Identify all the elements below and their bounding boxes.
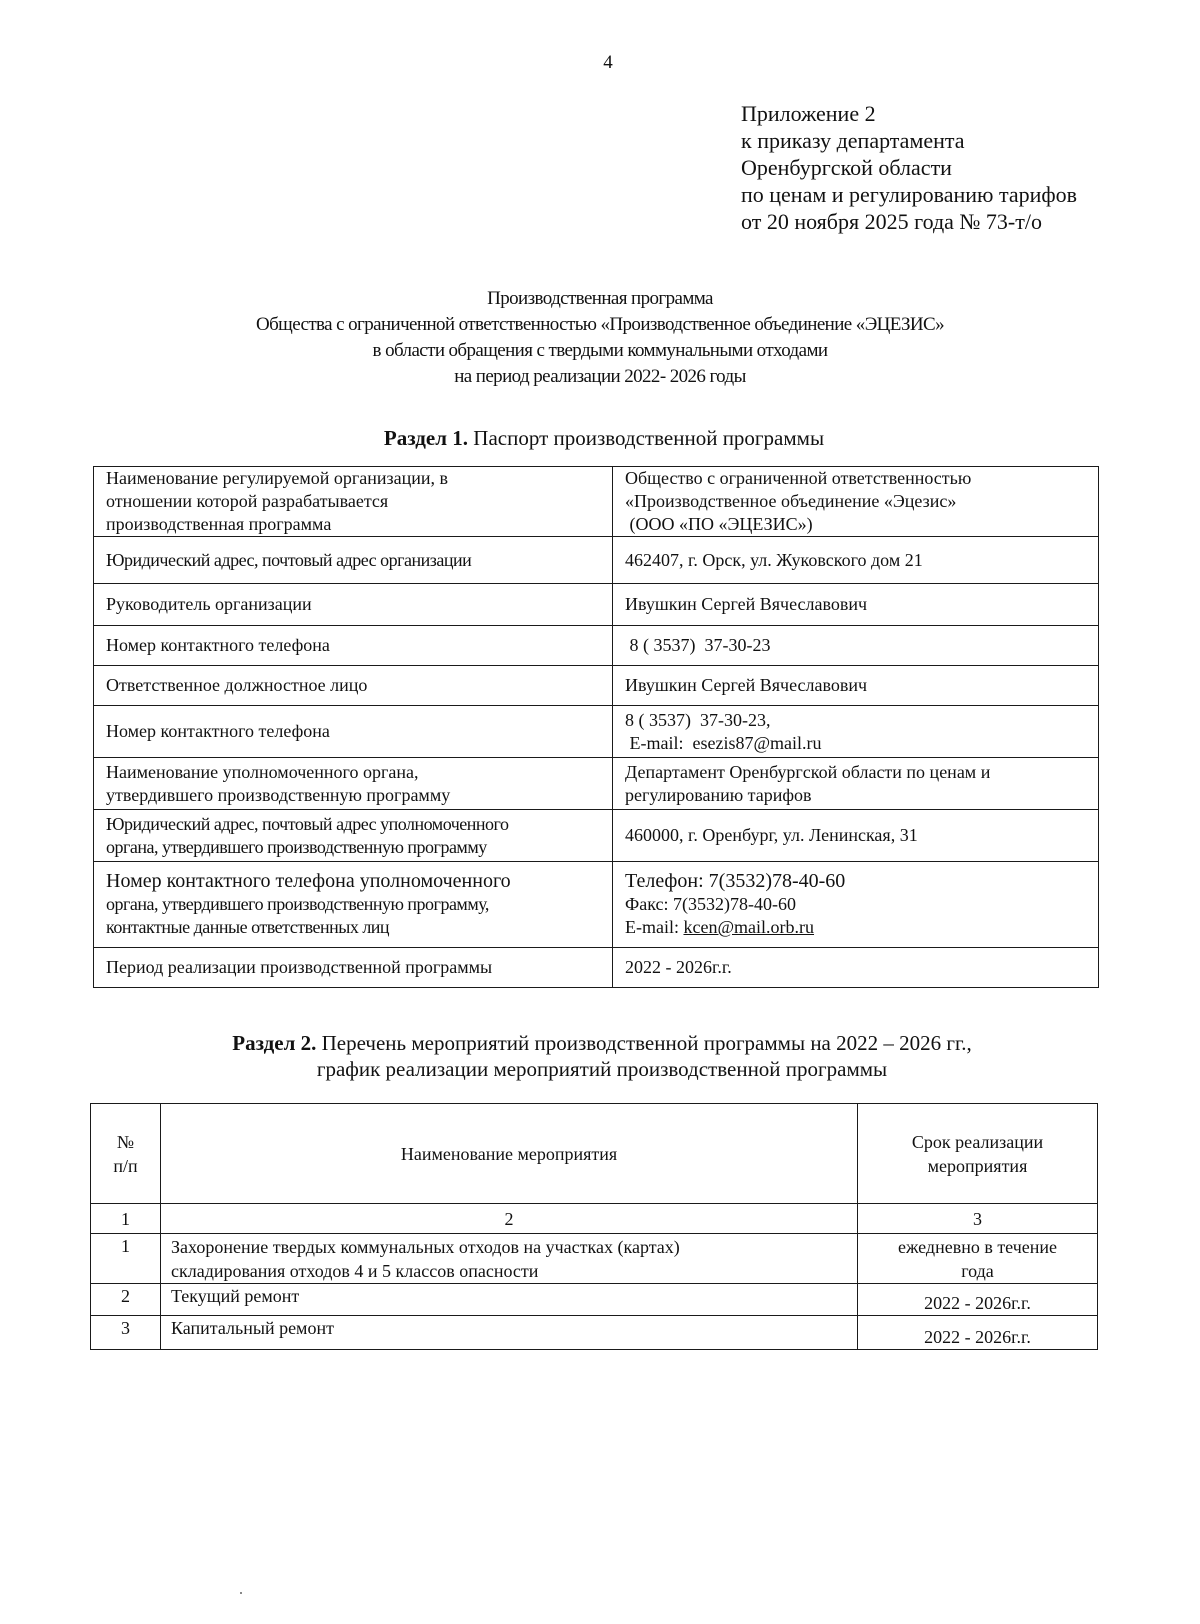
section2-label: Раздел 2.	[232, 1031, 317, 1055]
passport-label	[94, 758, 613, 810]
passport-value	[613, 862, 1099, 948]
appendix-line: к приказу департамента	[741, 128, 965, 153]
header-name	[161, 1104, 858, 1204]
cell-line: производственная программа	[106, 514, 332, 534]
row-num: 2	[91, 1284, 161, 1316]
cell-line: Юридический адрес, почтовый адрес уполномоченного	[106, 813, 509, 834]
cell-line: контактные данные ответственных лиц	[106, 917, 390, 937]
passport-value	[613, 810, 1099, 862]
email-prefix: E-mail:	[625, 917, 684, 937]
passport-label	[94, 626, 613, 666]
cell-line: «Производственное объединение «Эцезис»	[625, 491, 957, 511]
passport-label	[94, 862, 613, 948]
column-number: 1	[91, 1204, 161, 1234]
cell-line: органа, утвердившего производственную программу,	[106, 894, 489, 914]
row-num: 1	[91, 1234, 161, 1284]
header-term	[858, 1104, 1098, 1204]
program-title	[0, 286, 1200, 390]
program-title-line: на период реализации 2022- 2026 годы	[454, 366, 746, 387]
cell-line: регулированию тарифов	[625, 784, 812, 805]
table-row	[94, 666, 1099, 706]
cell-line: (ООО «ПО «ЭЦЕЗИС»)	[625, 514, 813, 534]
email-link[interactable]: kcen@mail.orb.ru	[683, 917, 815, 937]
section1-title: Паспорт производственной программы	[473, 426, 825, 450]
table-row	[94, 584, 1099, 626]
cell-line: 462407, г. Орск, ул. Жуковского дом 21	[625, 549, 923, 570]
row-num: 3	[91, 1316, 161, 1350]
passport-value	[613, 948, 1099, 988]
table-row	[94, 467, 1099, 537]
row-name	[161, 1234, 858, 1284]
row-name	[161, 1284, 858, 1316]
passport-label	[94, 537, 613, 584]
cell-line: Наименование мероприятия	[400, 1143, 618, 1164]
row-term	[858, 1234, 1098, 1284]
table-row	[94, 810, 1099, 862]
cell-line: мероприятия	[927, 1155, 1028, 1176]
table-row	[94, 758, 1099, 810]
passport-label	[94, 810, 613, 862]
appendix-line: от 20 ноября 2025 года № 73-т/о	[741, 209, 1042, 234]
passport-value	[613, 584, 1099, 626]
passport-label	[94, 948, 613, 988]
cell-line	[625, 916, 1098, 939]
cell-line: органа, утвердившего производственную программу	[106, 836, 487, 857]
table-header-row	[91, 1104, 1098, 1204]
cell-line: Захоронение твердых коммунальных отходов на участках (картах)	[171, 1236, 680, 1257]
cell-line: Срок реализации	[911, 1131, 1044, 1152]
cell-line: Телефон: 7(3532)78-40-60	[625, 870, 846, 892]
cell-line: Номер контактного телефона уполномоченного	[106, 870, 511, 892]
cell-line: Номер контактного телефона	[106, 635, 330, 655]
table-row	[91, 1316, 1098, 1350]
cell-line: Руководитель организации	[106, 594, 312, 614]
table-row	[91, 1234, 1098, 1284]
appendix-line: по ценам и регулированию тарифов	[741, 182, 1078, 207]
cell-line: складирования отходов 4 и 5 классов опасности	[171, 1260, 539, 1281]
passport-label	[94, 706, 613, 758]
passport-table	[93, 466, 1099, 988]
section2-heading	[2, 1030, 1200, 1082]
section1-label: Раздел 1.	[383, 426, 469, 450]
scan-speck	[240, 1592, 242, 1594]
cell-line: Номер контактного телефона	[106, 721, 330, 741]
cell-line: 2022 - 2026г.г.	[924, 1293, 1031, 1313]
cell-line: года	[961, 1260, 994, 1281]
cell-line: Наименование уполномоченного органа,	[106, 761, 419, 782]
column-number: 3	[858, 1204, 1098, 1234]
section2-heading-line: график реализации мероприятий производственной программы	[316, 1057, 888, 1081]
cell-line: Текущий ремонт	[171, 1286, 300, 1306]
table-row	[94, 537, 1099, 584]
appendix-line: Оренбургской области	[741, 155, 952, 180]
cell-line: 8 ( 3537) 37-30-23	[625, 635, 771, 655]
table-row	[91, 1284, 1098, 1316]
cell-line: п/п	[113, 1155, 138, 1176]
page-number: 4	[603, 52, 613, 73]
appendix-line: Приложение 2	[741, 101, 876, 126]
cell-line: утвердившего производственную программу	[106, 784, 451, 805]
program-title-line: Общества с ограниченной ответственностью «Производственное объединение «ЭЦЕЗИС»	[255, 314, 945, 335]
cell-line: Наименование регулируемой организации, в	[106, 468, 449, 488]
column-number-row	[91, 1204, 1098, 1234]
passport-label	[94, 584, 613, 626]
cell-line: Департамент Оренбургской области по ценам и	[625, 761, 991, 782]
cell-line: Ивушкин Сергей Вячеславович	[625, 675, 868, 695]
section2-heading-line	[2, 1030, 1200, 1056]
passport-value	[613, 626, 1099, 666]
cell-line: 2022 - 2026г.г.	[924, 1327, 1031, 1347]
section2-title: Перечень мероприятий производственной программы на 2022 – 2026 гг.,	[321, 1031, 972, 1055]
passport-value	[613, 666, 1099, 706]
passport-label	[94, 467, 613, 537]
cell-line: 8 ( 3537) 37-30-23,	[625, 709, 771, 730]
table-row	[94, 862, 1099, 948]
cell-line: №	[116, 1131, 135, 1152]
cell-line: отношении которой разрабатывается	[106, 491, 389, 511]
section1-heading	[4, 425, 1200, 451]
cell-line: Период реализации производственной программы	[106, 957, 493, 977]
cell-line: Юридический адрес, почтовый адрес организации	[106, 549, 472, 570]
cell-line: ежедневно в течение	[897, 1236, 1058, 1257]
program-title-line: в области обращения с твердыми коммунальными отходами	[372, 340, 828, 361]
table-row	[94, 626, 1099, 666]
passport-label	[94, 666, 613, 706]
header-num	[91, 1104, 161, 1204]
cell-line: Ответственное должностное лицо	[106, 675, 368, 695]
column-number: 2	[161, 1204, 858, 1234]
appendix-block	[741, 100, 1077, 235]
table-row	[94, 706, 1099, 758]
cell-line: Капитальный ремонт	[171, 1318, 334, 1338]
row-term	[858, 1316, 1098, 1350]
row-name	[161, 1316, 858, 1350]
table-row	[94, 948, 1099, 988]
cell-line: Факс: 7(3532)78-40-60	[625, 894, 796, 914]
cell-line: 460000, г. Оренбург, ул. Ленинская, 31	[625, 825, 918, 845]
passport-value	[613, 758, 1099, 810]
row-term	[858, 1284, 1098, 1316]
passport-value	[613, 537, 1099, 584]
cell-line: E-mail: esezis87@mail.ru	[625, 732, 822, 753]
cell-line: Ивушкин Сергей Вячеславович	[625, 594, 868, 614]
program-title-line: Производственная программа	[487, 288, 713, 309]
passport-value	[613, 706, 1099, 758]
measures-table	[90, 1103, 1098, 1350]
cell-line: Общество с ограниченной ответственностью	[625, 468, 972, 488]
cell-line: 2022 - 2026г.г.	[625, 957, 732, 977]
passport-value	[613, 467, 1099, 537]
